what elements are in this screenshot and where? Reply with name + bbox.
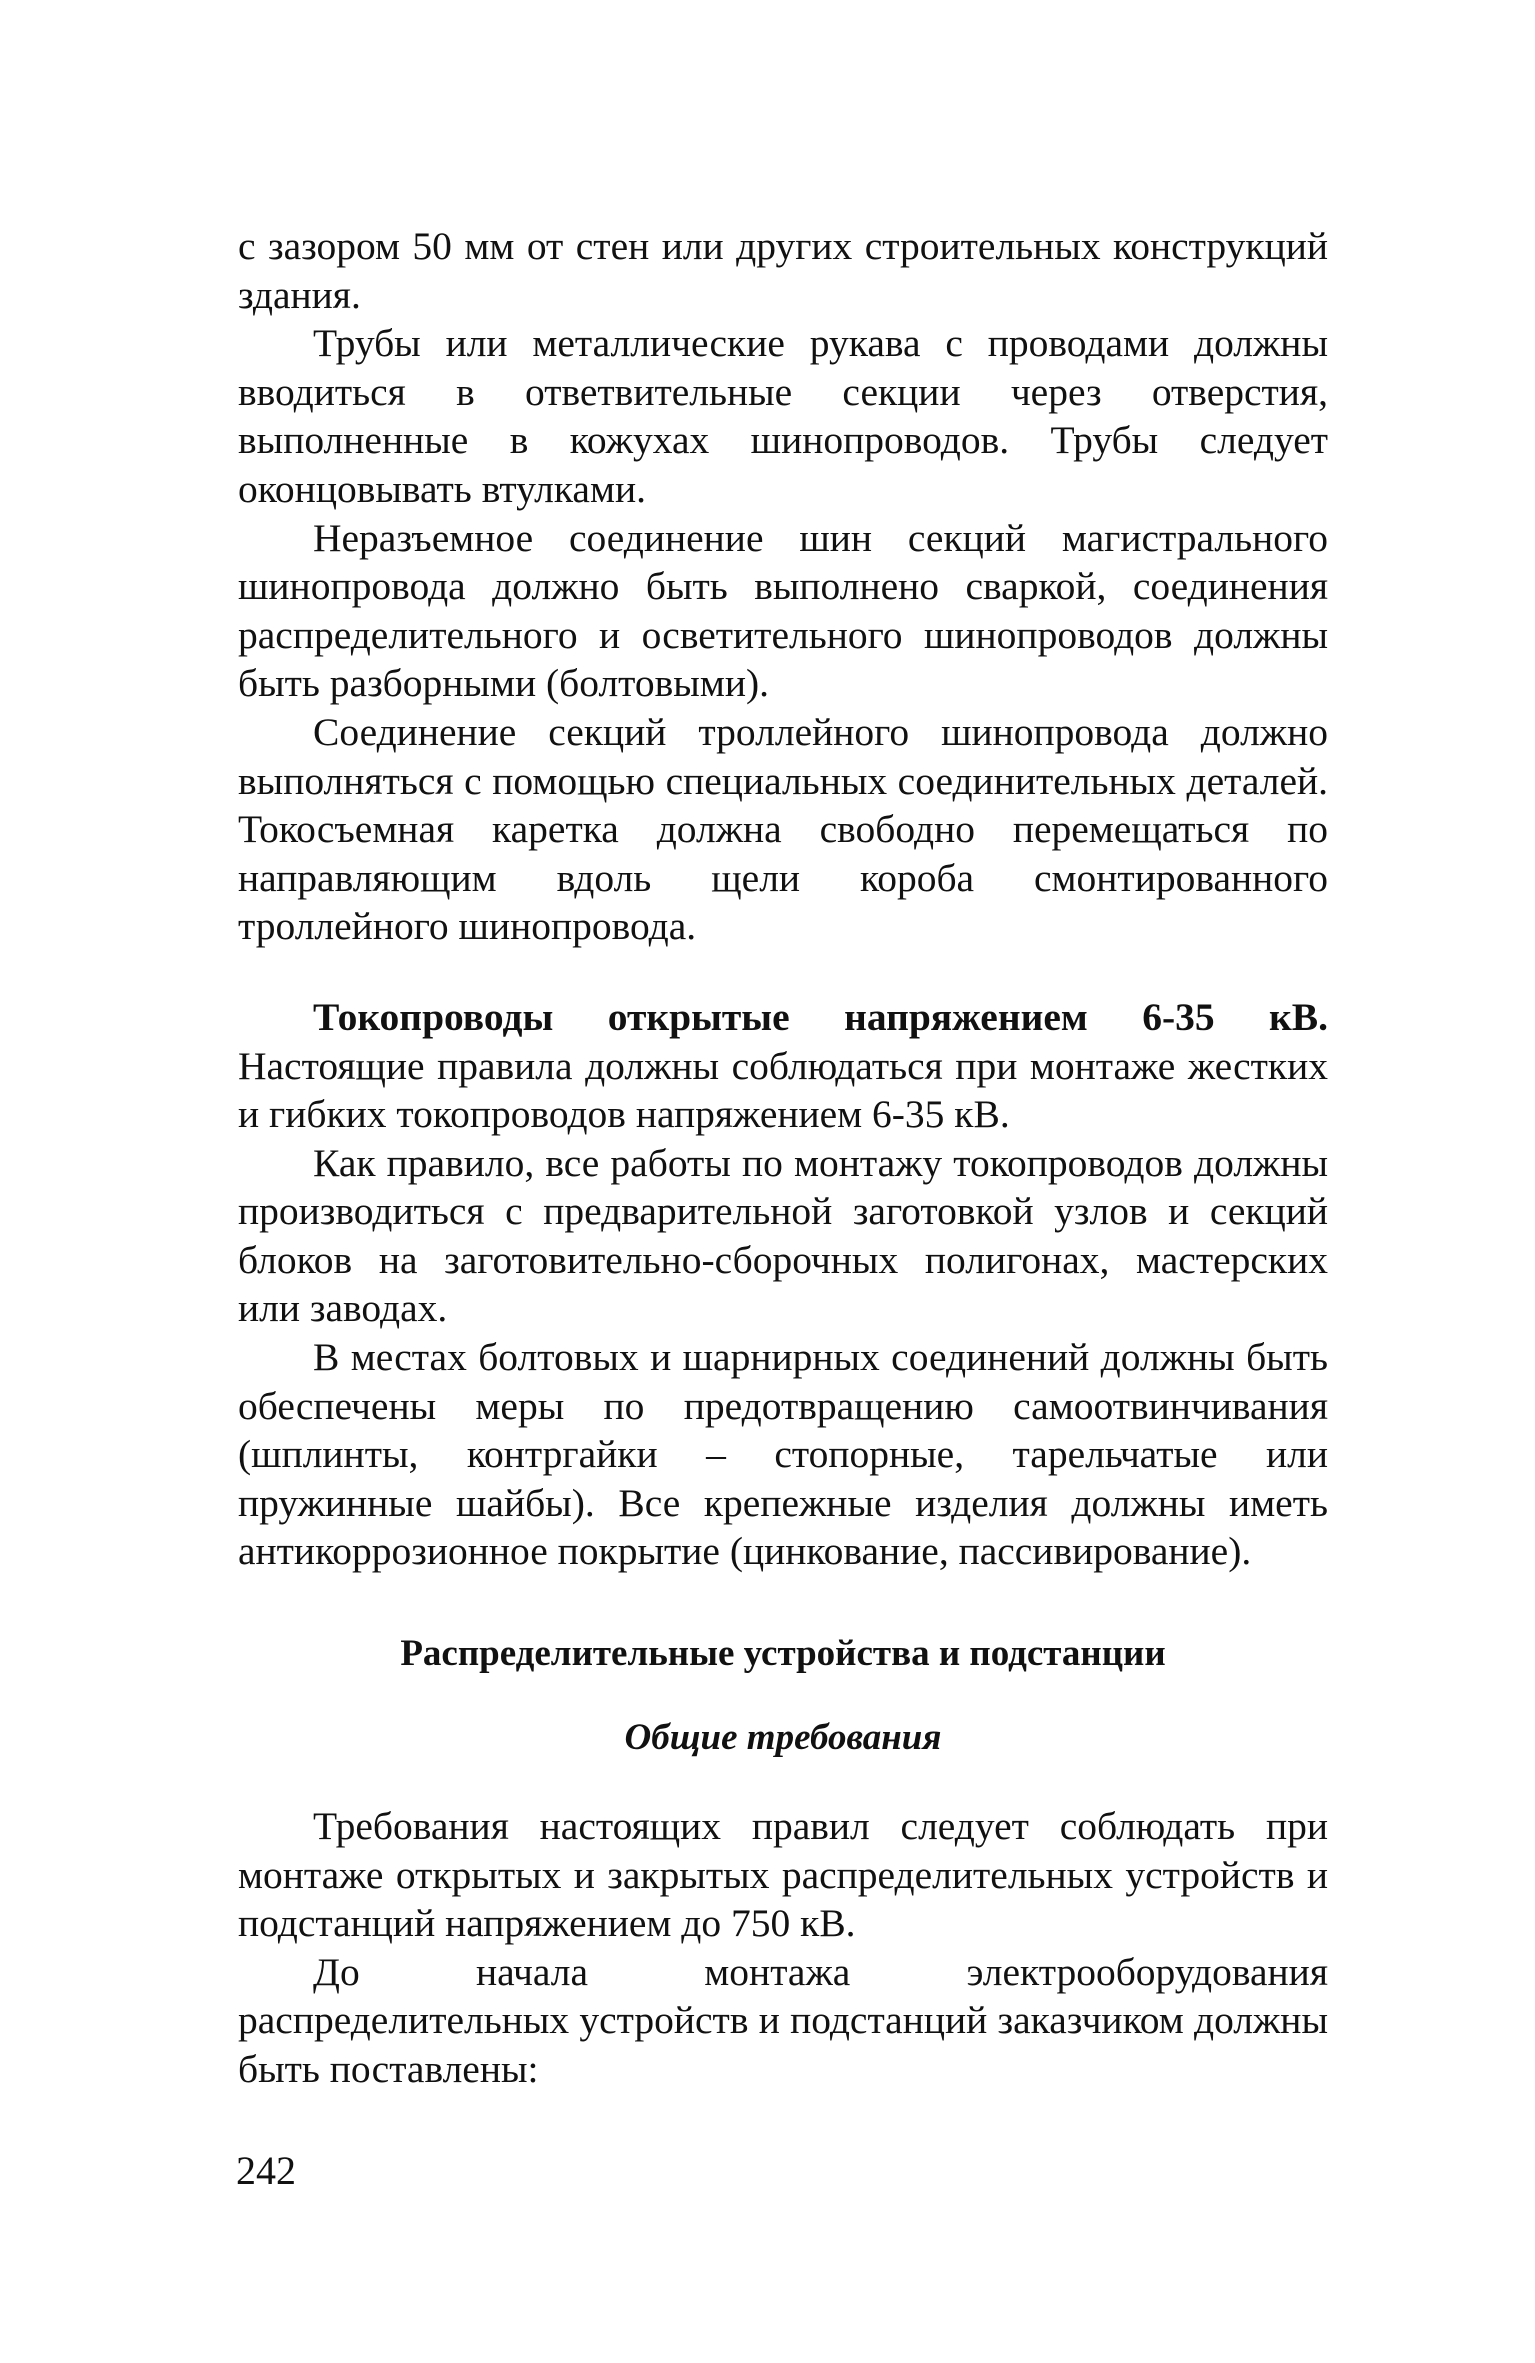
paragraph-pipes: Трубы или металлические рукава с проводами должны вводиться в ответвительные секции через отверстия, выполненные в кожухах шинопроводов. Трубы следует оконцовывать втулками. (238, 321, 1328, 511)
section-heading: Распределительные устройства и подстанции (400, 1633, 1166, 1675)
paragraph-trolley: Соединение секций троллейного шинопровода должно выполняться с помощью специальных соединительных деталей. Токосъемная каретка должна свободно перемещаться по направляющим вдоль щели короба смонтированного троллейного шинопровода. (238, 709, 1328, 949)
paragraph-open-conductors (238, 993, 1328, 1139)
paragraph-welded-joint: Неразъемное соединение шин секций магистрального шинопровода должно быть выполнено сваркой, соединения распределительного и осветительного шинопроводов должны быть разборными (болтовыми). (238, 515, 1328, 706)
paragraph-bolted-joints: В местах болтовых и шарнирных соединений должны быть обеспечены меры по предотвращению самоотвинчивания (шплинты, контргайки – стопорные, тарельчатые или пружинные шайбы). Все крепежные изделия должны иметь антикоррозионное покрытие (цинкование, пассивирование). (238, 1335, 1328, 1574)
paragraph-before-installation: До начала монтажа электрооборудования распределительных устройств и подстанций заказчиком должны быть поставлены: (238, 1949, 1328, 2091)
paragraph-requirements: Требования настоящих правил следует соблюдать при монтаже открытых и закрытых распределительных устройств и подстанций напряжением до 750 кВ. (238, 1804, 1328, 1946)
paragraph-prefabrication: Как правило, все работы по монтажу токопроводов должны производиться с предварительной заготовкой узлов и секций блоков на заготовительно-сборочных полигонах, мастерских или заводах. (238, 1140, 1328, 1331)
page-number: 242 (236, 2148, 296, 2193)
page-body (238, 222, 1328, 2094)
section-lead-rest: Настоящие правила должны соблюдаться при монтаже жестких и гибких токопроводов напряжением 6-35 кВ. (238, 1043, 1328, 1137)
section-subheading: Общие требования (624, 1717, 942, 1759)
paragraph-continuation: с зазором 50 мм от стен или других строительных конструкций здания. (238, 224, 1328, 317)
section-lead: Токопроводы открытые напряжением 6-35 кВ. (313, 994, 1328, 1039)
